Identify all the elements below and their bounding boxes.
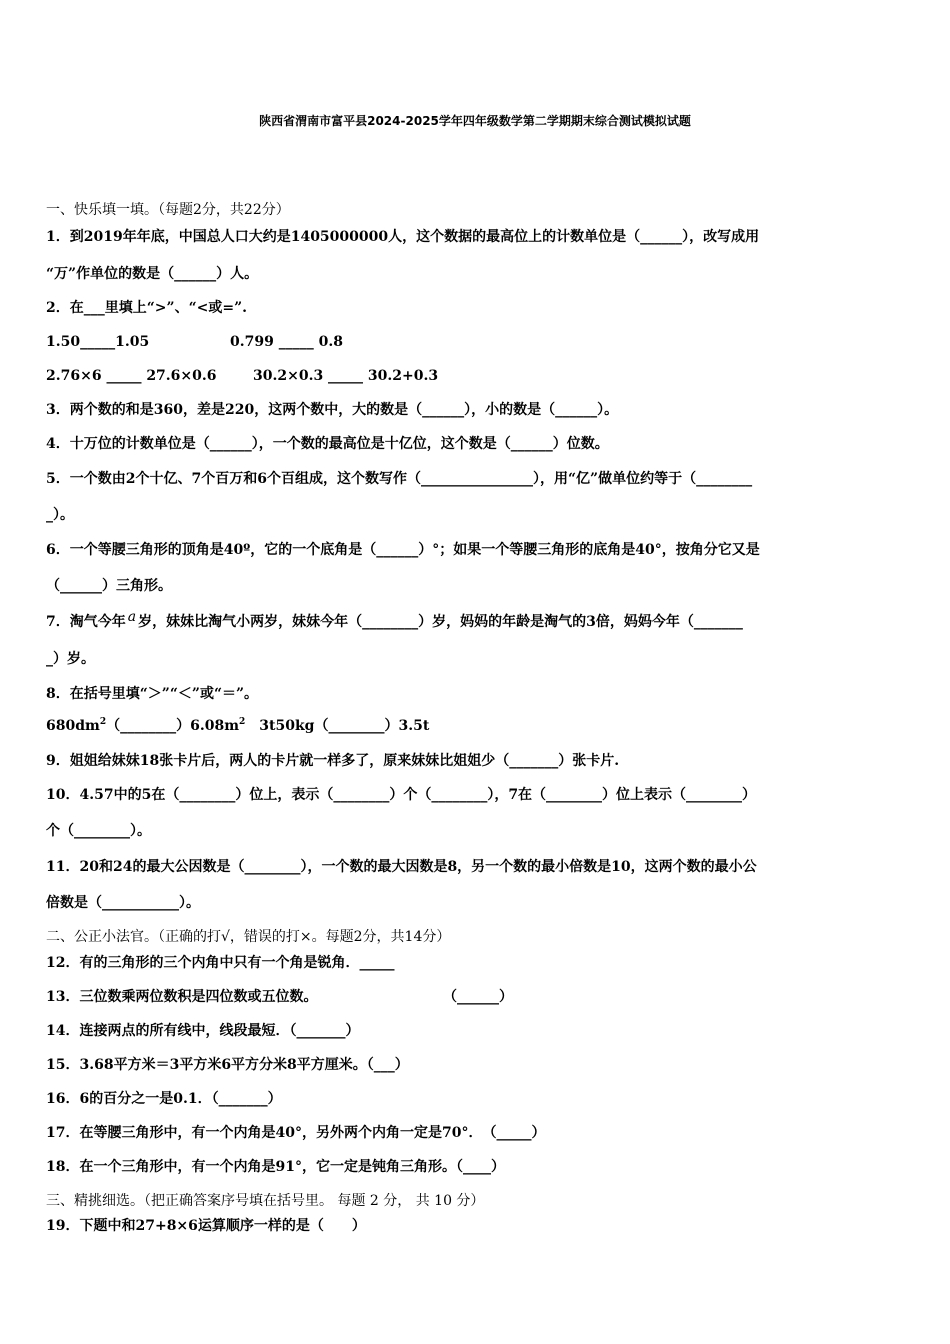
question-2-item-3: 2.76×6 _____ 27.6×0.6	[46, 368, 217, 384]
question-6-line-1: 6．一个等腰三角形的顶角是40º，它的一个底角是（______）°；如果一个等腰三角形的底角是40°，按角分它又是	[46, 542, 760, 558]
question-7-line-1	[46, 609, 743, 632]
question-7-line-2: _）岁。	[46, 651, 95, 667]
variable-a: a	[127, 609, 137, 625]
question-5-line-1: 5．一个数由2个十亿、7个百万和6个百组成，这个数写作（________________），用“亿”做单位约等于（________	[46, 471, 753, 487]
question-10-line-1: 10．4.57中的5在（________）位上，表示（________）个（________），7在（________）位上表示（________）	[46, 787, 757, 803]
question-19: 19．下题中和27+8×6运算顺序一样的是（ ）	[46, 1218, 366, 1234]
question-18: 18．在一个三角形中，有一个内角是91°，它一定是钝角三角形。（____）	[46, 1159, 505, 1175]
question-8-items	[46, 716, 429, 736]
question-4: 4．十万位的计数单位是（______），一个数的最高位是十亿位，这个数是（______）位数。	[46, 436, 609, 452]
superscript-2: 2	[99, 717, 107, 727]
question-11-line-2: 倍数是（___________）。	[46, 895, 200, 911]
question-8: 8．在括号里填“＞”“＜”或“＝”。	[46, 686, 259, 702]
question-10-line-2: 个（________）。	[46, 823, 151, 839]
question-2-item-1: 1.50_____1.05	[46, 334, 150, 350]
question-9: 9．姐姐给妹妹18张卡片后，两人的卡片就一样多了，原来妹妹比姐姐少（_______）张卡片.	[46, 753, 620, 769]
question-13-blank: （______）	[443, 989, 513, 1005]
question-11-line-1: 11．20和24的最大公因数是（________），一个数的最大因数是8，另一个数的最小倍数是10，这两个数的最小公	[46, 859, 757, 875]
question-8-item-1b: （________）6.08m	[106, 718, 240, 734]
question-2-item-4: 30.2×0.3 _____ 30.2+0.3	[253, 368, 439, 384]
question-14: 14．连接两点的所有线中，线段最短．（_______）	[46, 1023, 360, 1039]
question-6-line-2: （______）三角形。	[46, 578, 172, 594]
section-heading-2: 二、公正小法官。（正确的打√，错误的打×。每题2分，共14分）	[46, 929, 451, 945]
question-1-line-1: 1．到2019年年底，中国总人口大约是1405000000人，这个数据的最高位上的计数单位是（______），改写成用	[46, 229, 760, 245]
question-2: 2．在___里填上“>”、“<或=”.	[46, 300, 248, 316]
question-1-line-2: “万”作单位的数是（______）人。	[46, 266, 259, 282]
question-7-suffix: 岁，妹妹比淘气小两岁，妹妹今年（________）岁，妈妈的年龄是淘气的3倍，妈妈今年（_______	[138, 614, 743, 630]
section-heading-3: 三、精挑细选。（把正确答案序号填在括号里。 每题 2 分， 共 10 分）	[46, 1193, 485, 1209]
question-7-prefix: 7．淘气今年	[46, 614, 126, 630]
superscript-2: 2	[239, 717, 246, 727]
page-title: 陕西省渭南市富平县2024-2025学年四年级数学第二学期期末综合测试模拟试题	[259, 114, 691, 128]
section-heading-1: 一、快乐填一填。（每题2分，共22分）	[46, 202, 290, 218]
question-12: 12．有的三角形的三个内角中只有一个角是锐角．_____	[46, 955, 395, 971]
question-8-item-1a: 680dm	[46, 718, 100, 734]
question-13: 13．三位数乘两位数积是四位数或五位数。	[46, 989, 318, 1005]
question-2-item-2: 0.799 _____ 0.8	[230, 334, 343, 350]
question-8-item-2: 3t50kg（________）3.5t	[259, 718, 430, 734]
question-17: 17．在等腰三角形中，有一个内角是40°，另外两个内角一定是70°． （_____）	[46, 1125, 546, 1141]
question-3: 3．两个数的和是360，差是220，这两个数中，大的数是（______），小的数是（______）。	[46, 402, 619, 418]
question-15: 15．3.68平方米＝3平方米6平方分米8平方厘米。（___）	[46, 1057, 409, 1073]
question-5-line-2: _）。	[46, 507, 74, 523]
question-16: 16．6的百分之一是0.1．（_______）	[46, 1091, 282, 1107]
